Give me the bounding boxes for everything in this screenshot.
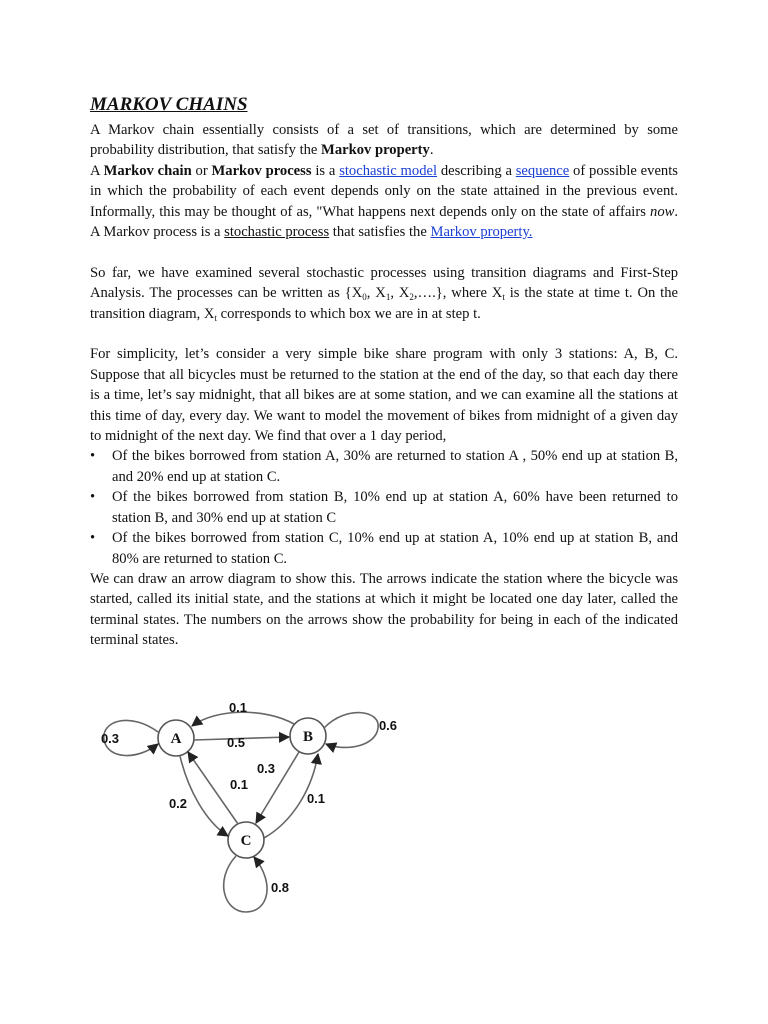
subscript: t [502, 292, 505, 303]
paragraph-intro [90, 120, 678, 161]
bold-term: Markov property [321, 142, 430, 159]
text-span: or [191, 162, 212, 179]
edge-a-a-label: 0.3 [100, 731, 120, 746]
subscript: 2 [409, 292, 414, 303]
bold-term: Markov process [211, 162, 312, 179]
subscript: t [214, 312, 217, 323]
markov-transition-diagram [96, 680, 426, 920]
paragraph-bike-share: For simplicity, let’s consider a very simple bike share program with only 3 stations: A, B, C. Suppose that all bicycles must be returned to the station at the end of the day, so that each day there is a time, let’s say midnight, that all bikes are at some station, and we can examine all the stations at this time of day, every day. We want to model the movement of bikes from midnight of a given day to midnight of the next day. We find that over a 1 day period, [90, 346, 678, 445]
text-span: describing a [437, 162, 516, 179]
edge-a-b-label: 0.5 [226, 735, 246, 750]
link-sequence[interactable]: sequence [515, 162, 570, 179]
link-markov-property[interactable]: Markov property. [430, 224, 533, 241]
edge-c-c-label: 0.8 [270, 880, 290, 895]
text-span: is the state at time t. On the transition diagram, X [90, 285, 678, 322]
text-span: A Markov chain essentially consists of a set of transitions, which are determined by some probability distribution, that satisfy the [90, 122, 678, 159]
edge-c-c [224, 856, 267, 912]
underlined-term: stochastic process [224, 224, 330, 241]
edge-b-c-label: 0.3 [256, 761, 276, 776]
edge-a-c-label: 0.2 [168, 796, 188, 811]
subscript: 0 [362, 292, 367, 303]
bullet-list [90, 446, 678, 568]
text-span: of possible events in which the probability of each event depends only on the state attained in the previous event. Informally, this may be thought of as, "What happens next depends only on the state of affairs [90, 162, 678, 220]
edge-b-b-label: 0.6 [378, 718, 398, 733]
edge-b-a-label: 0.1 [228, 700, 248, 715]
list-item: • Of the bikes borrowed from station B, 10% end up at station A, 60% have been returned to station B, and 30% end up at station C [90, 487, 678, 528]
node-a-label: A [170, 731, 182, 747]
bold-term: Markov chain [103, 162, 192, 179]
text-span: , X [366, 285, 386, 302]
paragraph-processes [90, 263, 678, 324]
paragraph-gap [90, 242, 678, 262]
italic-word: now [650, 203, 675, 220]
node-c-label: C [240, 833, 252, 849]
document-title: MARKOV CHAINS [90, 94, 248, 115]
document-page [90, 92, 678, 651]
edge-a-c [180, 756, 228, 836]
text-span: . [429, 142, 434, 159]
paragraph-gap [90, 324, 678, 344]
text-span: that satisfies the [329, 224, 431, 241]
node-b-label: B [302, 729, 314, 745]
text-span: corresponds to which box we are in at step t. [216, 305, 481, 322]
edge-c-a-label: 0.1 [229, 777, 249, 792]
text-span: So far, we have examined several stochastic processes using transition diagrams and First-Step Analysis. The processes can be written as {X [90, 264, 678, 302]
text-span: A [90, 162, 104, 179]
text-span: ,….}, where X [413, 285, 503, 302]
list-item: • Of the bikes borrowed from station A, 30% are returned to station A , 50% end up at station B, and 20% end up at station C. [90, 446, 678, 487]
subscript: 1 [385, 292, 391, 303]
text-span: , X [390, 285, 410, 302]
edge-c-b-label: 0.1 [306, 791, 326, 806]
link-stochastic-model[interactable]: stochastic model [339, 162, 438, 179]
paragraph-arrow-diagram: We can draw an arrow diagram to show this. The arrows indicate the station where the bicycle was started, called its initial state, and the stations at which it might be located one day later, called the terminal states. The numbers on the arrows show the probability for being in each of the indicated terminal states. [90, 570, 678, 649]
text-span: . A Markov process is a [90, 203, 678, 241]
list-item: • Of the bikes borrowed from station C, 10% end up at station A, 10% end up at station B, and 80% are returned to station C. [90, 528, 678, 569]
edge-b-b [324, 713, 378, 748]
paragraph-definition [90, 161, 678, 243]
text-span: is a [311, 162, 340, 179]
